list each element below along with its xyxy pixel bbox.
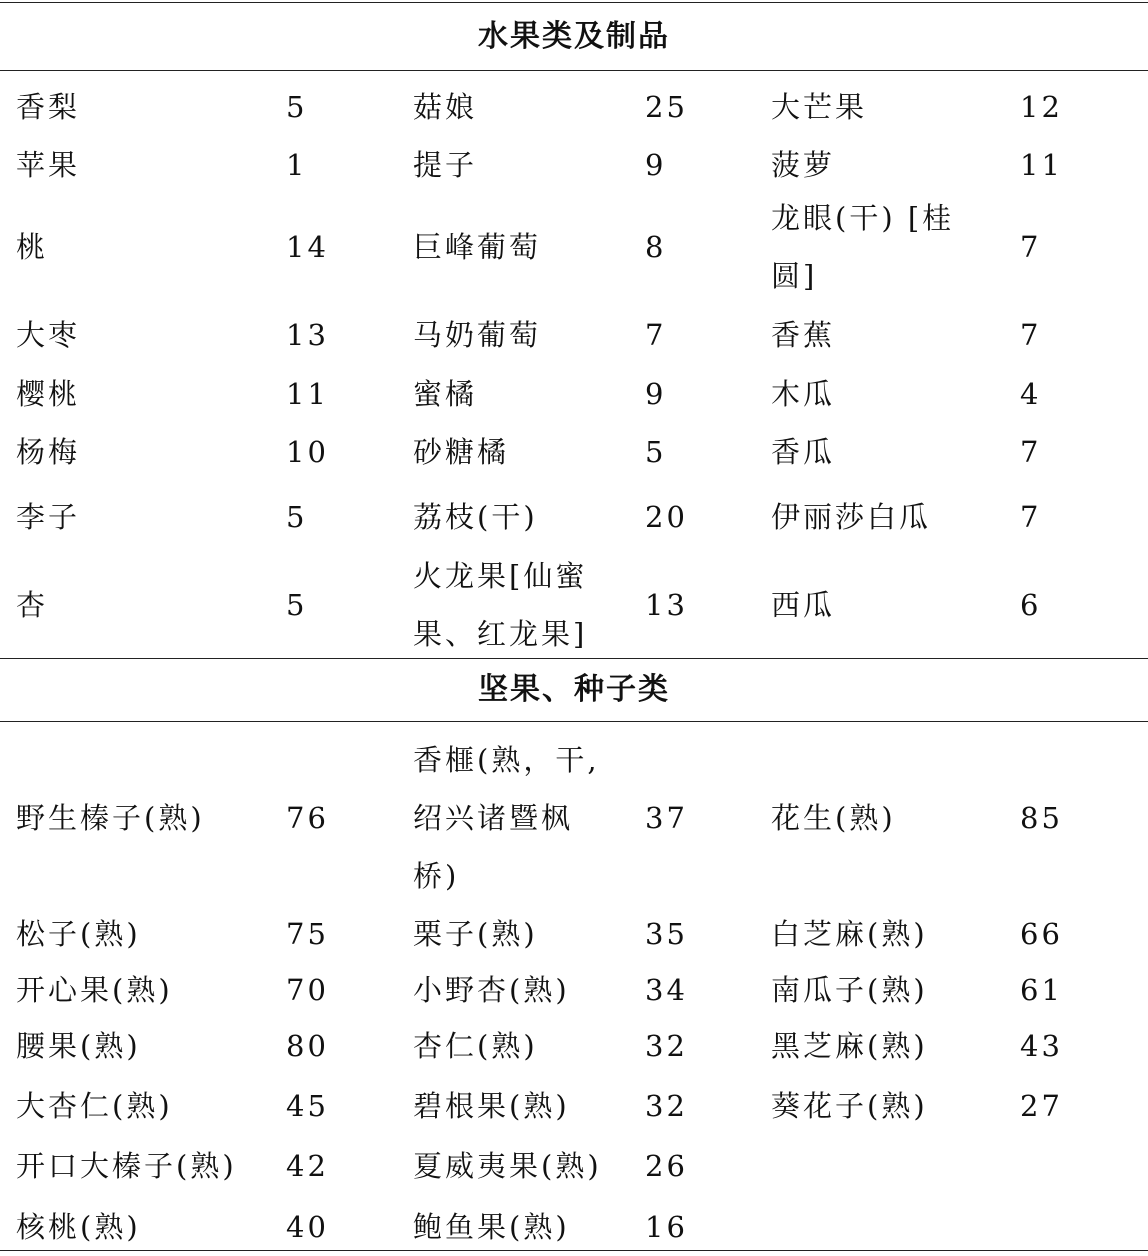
food-name-cell: 夏威夷果(熟)	[413, 1149, 602, 1183]
food-name-cell: 花生(熟)	[771, 801, 896, 835]
food-name-cell: 开心果(熟)	[16, 973, 173, 1007]
food-name-cell: 杏	[16, 588, 49, 622]
food-name-cell: 马奶葡萄	[413, 318, 542, 352]
food-name-cell: 杏仁(熟)	[413, 1029, 538, 1063]
food-name-cell: 香榧(熟，干,	[413, 743, 600, 777]
value-cell: 26	[645, 1149, 688, 1183]
food-name-cell: 木瓜	[771, 377, 836, 411]
value-cell: 8	[645, 230, 667, 264]
food-name-cell: 荔枝(干)	[413, 500, 538, 534]
food-name-cell: 大枣	[16, 318, 81, 352]
section-rule	[0, 70, 1148, 71]
value-cell: 5	[286, 500, 308, 534]
food-name-cell: 小野杏(熟)	[413, 973, 570, 1007]
food-name-cell: 蜜橘	[413, 377, 478, 411]
food-name-cell: 栗子(熟)	[413, 917, 538, 951]
value-cell: 76	[286, 801, 329, 835]
food-name-cell: 腰果(熟)	[16, 1029, 141, 1063]
value-cell: 13	[286, 318, 329, 352]
food-name-cell: 南瓜子(熟)	[771, 973, 928, 1007]
food-name-cell: 李子	[16, 500, 81, 534]
food-name-cell: 香瓜	[771, 435, 836, 469]
section-title: 水果类及制品	[478, 19, 670, 54]
food-name-cell: 龙眼(干) [桂	[771, 201, 955, 235]
food-name-cell: 葵花子(熟)	[771, 1089, 928, 1123]
value-cell: 16	[645, 1210, 688, 1244]
section-title: 坚果、种子类	[478, 672, 670, 707]
food-name-cell: 野生榛子(熟)	[16, 801, 205, 835]
value-cell: 7	[1020, 435, 1042, 469]
food-name-cell: 果、红龙果]	[413, 617, 588, 651]
value-cell: 11	[1020, 148, 1063, 182]
food-name-cell: 提子	[413, 148, 478, 182]
value-cell: 1	[286, 148, 308, 182]
value-cell: 7	[1020, 500, 1042, 534]
value-cell: 7	[645, 318, 667, 352]
value-cell: 25	[645, 90, 688, 124]
value-cell: 9	[645, 148, 667, 182]
food-name-cell: 火龙果[仙蜜	[413, 559, 588, 593]
value-cell: 70	[286, 973, 329, 1007]
value-cell: 27	[1020, 1089, 1063, 1123]
value-cell: 12	[1020, 90, 1063, 124]
value-cell: 35	[645, 917, 688, 951]
food-name-cell: 大芒果	[771, 90, 868, 124]
food-name-cell: 杨梅	[16, 435, 81, 469]
value-cell: 37	[645, 801, 688, 835]
value-cell: 66	[1020, 917, 1063, 951]
value-cell: 13	[645, 588, 688, 622]
value-cell: 45	[286, 1089, 329, 1123]
food-name-cell: 香蕉	[771, 318, 836, 352]
food-name-cell: 松子(熟)	[16, 917, 141, 951]
food-name-cell: 黑芝麻(熟)	[771, 1029, 928, 1063]
food-name-cell: 绍兴诸暨枫	[413, 801, 574, 835]
top-rule	[0, 2, 1148, 3]
section-rule	[0, 721, 1148, 722]
value-cell: 85	[1020, 801, 1063, 835]
value-cell: 61	[1020, 973, 1063, 1007]
value-cell: 20	[645, 500, 688, 534]
food-name-cell: 香梨	[16, 90, 81, 124]
food-name-cell: 伊丽莎白瓜	[771, 500, 932, 534]
value-cell: 6	[1020, 588, 1042, 622]
value-cell: 7	[1020, 318, 1042, 352]
value-cell: 40	[286, 1210, 329, 1244]
value-cell: 5	[286, 90, 308, 124]
food-name-cell: 苹果	[16, 148, 81, 182]
value-cell: 10	[286, 435, 329, 469]
food-name-cell: 巨峰葡萄	[413, 230, 542, 264]
value-cell: 75	[286, 917, 329, 951]
value-cell: 7	[1020, 230, 1042, 264]
food-name-cell: 西瓜	[771, 588, 836, 622]
food-name-cell: 碧根果(熟)	[413, 1089, 570, 1123]
food-name-cell: 大杏仁(熟)	[16, 1089, 173, 1123]
value-cell: 34	[645, 973, 688, 1007]
value-cell: 4	[1020, 377, 1042, 411]
value-cell: 11	[286, 377, 329, 411]
food-name-cell: 菇娘	[413, 90, 478, 124]
value-cell: 43	[1020, 1029, 1063, 1063]
value-cell: 42	[286, 1149, 329, 1183]
food-name-cell: 菠萝	[771, 148, 836, 182]
food-name-cell: 鲍鱼果(熟)	[413, 1210, 570, 1244]
food-name-cell: 砂糖橘	[413, 435, 510, 469]
food-name-cell: 核桃(熟)	[16, 1210, 141, 1244]
food-name-cell: 圆]	[771, 259, 818, 293]
food-name-cell: 开口大榛子(熟)	[16, 1149, 237, 1183]
food-name-cell: 樱桃	[16, 377, 81, 411]
value-cell: 9	[645, 377, 667, 411]
food-name-cell: 桥)	[413, 859, 460, 893]
value-cell: 32	[645, 1029, 688, 1063]
value-cell: 5	[286, 588, 308, 622]
value-cell: 32	[645, 1089, 688, 1123]
food-name-cell: 桃	[16, 230, 49, 264]
value-cell: 80	[286, 1029, 329, 1063]
value-cell: 14	[286, 230, 329, 264]
bottom-rule	[0, 1250, 1148, 1251]
value-cell: 5	[645, 435, 667, 469]
food-name-cell: 白芝麻(熟)	[771, 917, 928, 951]
